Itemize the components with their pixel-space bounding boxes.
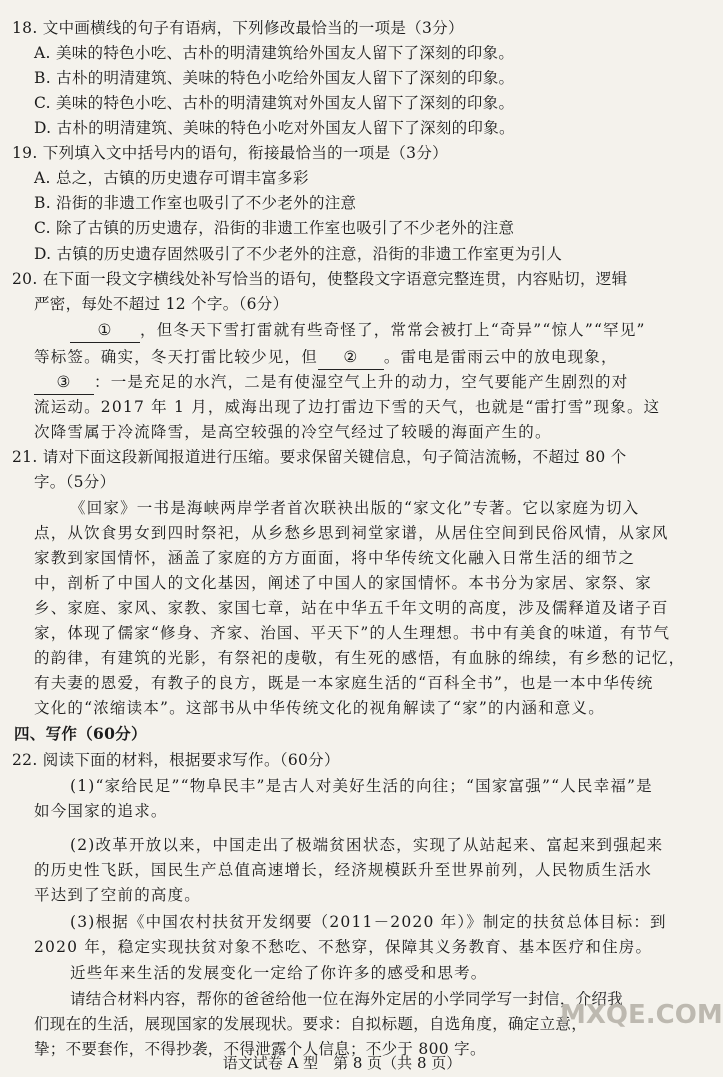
- q18-stem: 18. 文中画横线的句子有语病，下列修改最恰当的一项是（3分）: [12, 19, 464, 37]
- q21-passage-line: 《回家》一书是海峡两岸学者首次联袂出版的“家文化”专著。它以家庭为切入: [70, 499, 640, 517]
- q18-option-c: C. 美味的特色小吃、古朴的明清建筑对外国友人留下了深刻的印象。: [34, 94, 515, 112]
- q22-prompt-line: 请结合材料内容，帮你的爸爸给他一位在海外定居的小学同学写一封信，介绍我: [70, 990, 624, 1008]
- q21-stem-line1: 21. 请对下面这段新闻报道进行压缩。要求保留关键信息，句子简洁流畅，不超过 80 个: [12, 448, 627, 466]
- q20-blank-3: ③: [34, 370, 94, 395]
- q20-passage-line2: [34, 345, 618, 370]
- q20-passage-line4: 流运动。2017 年 1 月，威海出现了边打雷边下雪的天气，也就是“雷打雪”现象。这: [34, 398, 661, 416]
- q22-prompt-line: 近些年来生活的发展变化一定给了你许多的感受和思考。: [70, 964, 488, 982]
- q22-material-line: 平达到了空前的高度。: [34, 886, 202, 904]
- q21-passage-line: 文化的“浓缩读本”。这部书从中华传统文化的视角解读了“家”的内涵和意义。: [34, 699, 605, 717]
- q20-stem-line1: 20. 在下面一段文字横线处补写恰当的语句，使整段文字语意完整连贯，内容贴切，逻辑: [12, 270, 628, 288]
- q22-prompt-line: 挚；不要套作，不得抄袭，不得泄露个人信息；不少于 800 字。: [34, 1040, 486, 1058]
- q22-material-line: 2020 年，稳定实现扶贫对象不愁吃、不愁穿，保障其义务教育、基本医疗和住房。: [34, 938, 653, 956]
- section-heading: 四、写作（60分）: [14, 724, 147, 743]
- q22-material-line: (2)改革开放以来，中国走出了极端贫困状态，实现了从站起来、富起来到强起来: [70, 836, 664, 854]
- q20-blank-1: ①: [70, 318, 140, 343]
- q19-option-c: C. 除了古镇的历史遗存，沿街的非遗工作室也吸引了不少老外的注意: [34, 219, 515, 237]
- q21-passage-line: 家教到家国情怀，涵盖了家庭的方方面面，将中华传统文化融入日常生活的细节之: [34, 549, 636, 567]
- page-footer: 语文试卷 A 型 第 8 页（共 8 页）: [222, 1054, 462, 1072]
- q20-stem-line2: 严密，每处不超过 12 个字。（6分）: [34, 295, 289, 313]
- q19-option-a: A. 总之，古镇的历史遗存可谓丰富多彩: [34, 169, 309, 187]
- q22-material-line: (3)根据《中国农村扶贫开发纲要（2011－2020 年）》制定的扶贫总体目标：到: [70, 913, 667, 931]
- q21-stem-line2: 字。（5分）: [34, 473, 116, 491]
- q19-stem: 19. 下列填入文中括号内的语句，衔接最恰当的一项是（3分）: [12, 144, 448, 162]
- q18-option-d: D. 古朴的明清建筑、美味的特色小吃对外国友人留下了深刻的印象。: [34, 119, 515, 137]
- q20-text: 等标签。确实，冬天打雷比较少见，但: [34, 348, 318, 366]
- q20-text: ，但冬天下雪打雷就有些奇怪了，常常会被打上“奇异”“惊人”“罕见”: [140, 321, 646, 339]
- watermark: MXQE.COM: [560, 1000, 723, 1030]
- q20-passage-line3: [34, 370, 628, 395]
- q19-option-b: B. 沿街的非遗工作室也吸引了不少老外的注意: [34, 194, 357, 212]
- q21-passage-line: 点，从饮食男女到四时祭祀，从乡愁乡思到祠堂家谱，从居住空间到民俗风情，从家风: [34, 524, 669, 542]
- q22-stem: 22. 阅读下面的材料，根据要求写作。（60分）: [12, 751, 340, 769]
- q20-passage-line1: [70, 318, 646, 343]
- q22-material-line: 如今国家的追求。: [34, 802, 168, 820]
- q21-passage-line: 乡、家庭、家风、家教、家国七章，站在中华五千年文明的高度，涉及儒释道及诸子百: [34, 599, 669, 617]
- q20-text: ：一是充足的水汽，二是有使湿空气上升的动力，空气要能产生剧烈的对: [94, 373, 629, 391]
- q19-option-d: D. 古镇的历史遗存固然吸引了不少老外的注意，沿街的非遗工作室更为引人: [34, 245, 563, 263]
- q21-passage-line: 的韵律，有建筑的光影，有祭祀的虔敬，有生死的感悟，有血脉的绵续，有乡愁的记忆，: [34, 649, 686, 667]
- q18-option-b: B. 古朴的明清建筑、美味的特色小吃给外国友人留下了深刻的印象。: [34, 69, 515, 87]
- q21-passage-line: 中，剖析了中国人的文化基因，阐述了中国人的家国情怀。本书分为家居、家祭、家: [34, 574, 652, 592]
- q21-passage-line: 家，体现了儒家“修身、齐家、治国、平天下”的人生理想。书中有美食的味道，有节气: [34, 624, 671, 642]
- q20-blank-2: ②: [318, 345, 384, 370]
- q21-passage-line: 有夫妻的恩爱，有教子的良方，既是一本家庭生活的“百科全书”，也是一本中华传统: [34, 674, 654, 692]
- q20-text: 。雷电是雷雨云中的放电现象，: [383, 348, 618, 366]
- q22-material-line: 的历史性飞跃，国民生产总值高速增长，经济规模跃升至世界前列，人民物质生活水: [34, 861, 652, 879]
- q22-material-line: (1)“家给民足”“物阜民丰”是古人对美好生活的向往；“国家富强”“人民幸福”是: [70, 777, 653, 795]
- q20-passage-line5: 次降雪属于冷流降雪，是高空较强的冷空气经过了较暖的海面产生的。: [34, 423, 552, 441]
- q22-prompt-line: 们现在的生活，展现国家的发展现状。要求：自拟标题，自选角度，确定立意，: [34, 1015, 588, 1033]
- q18-option-a: A. 美味的特色小吃、古朴的明清建筑给外国友人留下了深刻的印象。: [34, 44, 515, 62]
